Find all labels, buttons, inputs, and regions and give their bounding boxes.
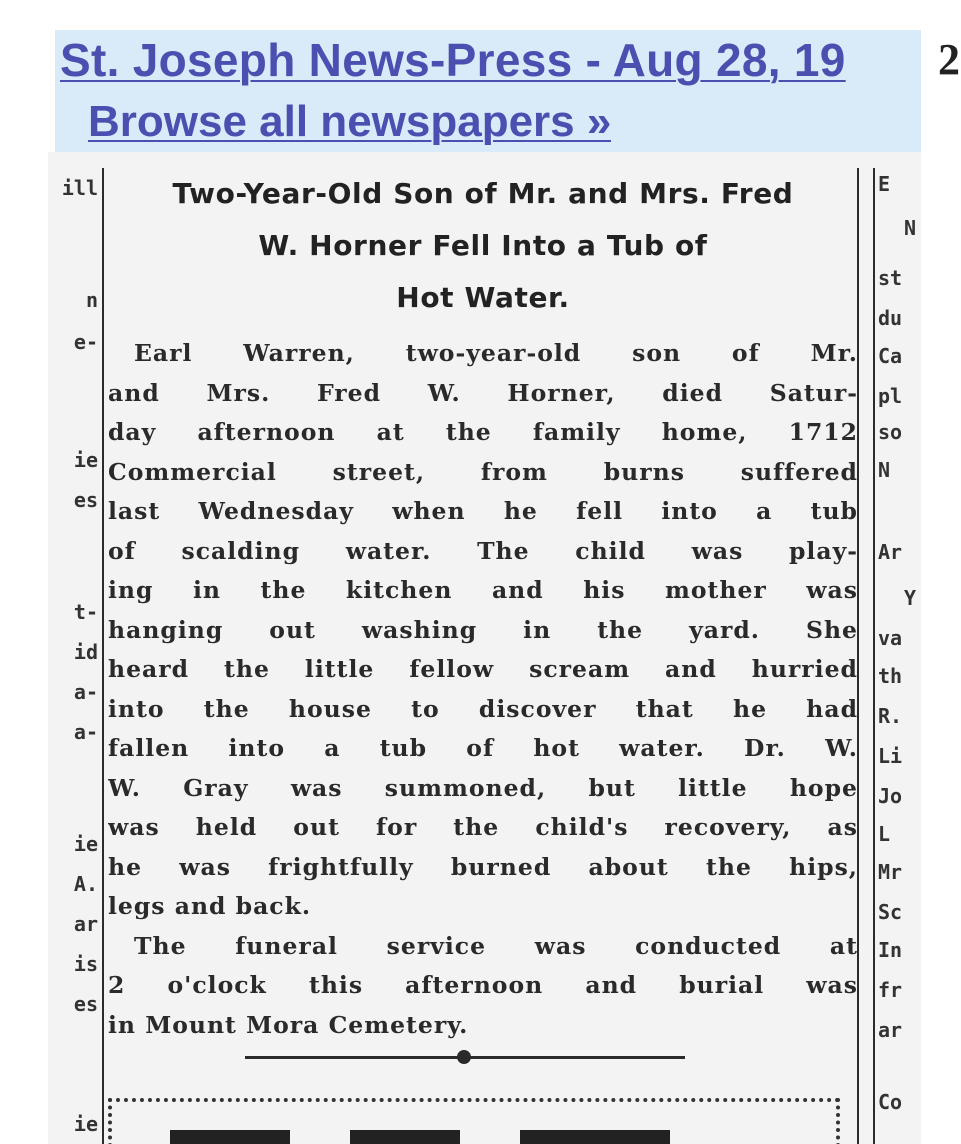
right-column-fragment: Jo <box>878 784 903 808</box>
right-column-fragment: Ar <box>878 540 903 564</box>
right-column-fragment: du <box>878 306 903 330</box>
right-column-fragment: In <box>878 938 903 962</box>
right-column-fragment: so <box>878 420 903 444</box>
right-column-fragment: Li <box>878 744 903 768</box>
left-column-fragment: ar <box>73 912 98 936</box>
headline-line: Hot Water. <box>396 281 570 314</box>
headline-line: Two-Year-Old Son of Mr. and Mrs. Fred <box>172 177 794 210</box>
obituary-article <box>108 168 858 1045</box>
left-column-fragment: id <box>73 640 98 664</box>
left-column-fragment: A. <box>73 872 98 896</box>
left-column-fragment: ie <box>73 1112 98 1136</box>
left-column-fragment: n <box>85 288 98 312</box>
left-column-fragment: is <box>73 952 98 976</box>
left-column-fragment: e- <box>73 330 98 354</box>
article-body <box>108 334 858 1045</box>
article-line: hanging out washing in the yard. She <box>108 615 858 644</box>
article-line: 2 o'clock this afternoon and burial was <box>108 971 858 999</box>
article-headline <box>108 168 858 324</box>
right-column-fragment: Mr <box>878 860 903 884</box>
left-column-fragment: es <box>73 488 98 512</box>
article-line: heard the little fellow scream and hurried <box>108 655 858 683</box>
divider-dot <box>457 1050 471 1064</box>
right-column-fragment: st <box>878 266 903 290</box>
right-column-fragment: N <box>878 458 891 482</box>
right-column-fragment: N <box>904 216 917 240</box>
right-column-fragment: Ca <box>878 344 903 368</box>
article-line: day afternoon at the family home, 1712 <box>108 418 858 446</box>
newspaper-title-link[interactable]: St. Joseph News-Press - Aug 28, 19 <box>60 34 846 86</box>
right-column-fragment: R. <box>878 704 903 728</box>
right-column-fragment: va <box>878 626 903 650</box>
right-column-fragment: E <box>878 172 891 196</box>
left-column-fragment: a- <box>73 680 98 704</box>
article-line: Earl Warren, two-year-old son of Mr. <box>134 339 858 367</box>
article-line: legs and back. <box>108 892 312 920</box>
left-column-fragment: ie <box>73 448 98 472</box>
left-column-fragment: ie <box>73 832 98 856</box>
right-column-fragment: Co <box>878 1090 903 1114</box>
article-line: he was frightfully burned about the hips, <box>108 852 858 881</box>
next-article-heading-cropped <box>170 1130 810 1144</box>
left-column-fragment: ill <box>61 176 98 200</box>
right-column-fragment: Sc <box>878 900 903 924</box>
right-column-fragment: fr <box>878 978 903 1002</box>
headline-line: W. Horner Fell Into a Tub of <box>258 229 708 262</box>
article-line: of scalding water. The child was play- <box>108 536 858 565</box>
right-column-fragment: pl <box>878 384 903 408</box>
browse-all-newspapers-link[interactable]: Browse all newspapers » <box>88 97 612 146</box>
article-line: last Wednesday when he fell into a tub <box>108 497 858 525</box>
article-line: into the house to discover that he had <box>108 694 858 723</box>
article-line: ing in the kitchen and his mother was <box>108 576 858 604</box>
article-line: W. Gray was summoned, but little hope <box>108 773 858 802</box>
cropped-edge-character: 2 <box>938 35 960 84</box>
article-line: fallen into a tub of hot water. Dr. W. <box>108 734 858 762</box>
right-column-fragment: Y <box>904 586 917 610</box>
left-column-fragment: t- <box>73 600 98 624</box>
column-rule-far-right <box>873 168 875 1144</box>
article-line: The funeral service was conducted at <box>134 931 858 960</box>
article-line: in Mount Mora Cemetery. <box>108 1010 469 1039</box>
article-line: was held out for the child's recovery, as <box>108 813 858 841</box>
right-column-fragment: th <box>878 664 903 688</box>
left-column-fragment: es <box>73 992 98 1016</box>
right-column-fragment: L <box>878 822 891 846</box>
column-rule-left <box>102 168 104 1144</box>
left-column-fragment: a- <box>73 720 98 744</box>
article-line: Commercial street, from burns suffered <box>108 457 858 486</box>
article-line: and Mrs. Fred W. Horner, died Satur- <box>108 378 858 407</box>
right-column-fragment: ar <box>878 1018 903 1042</box>
